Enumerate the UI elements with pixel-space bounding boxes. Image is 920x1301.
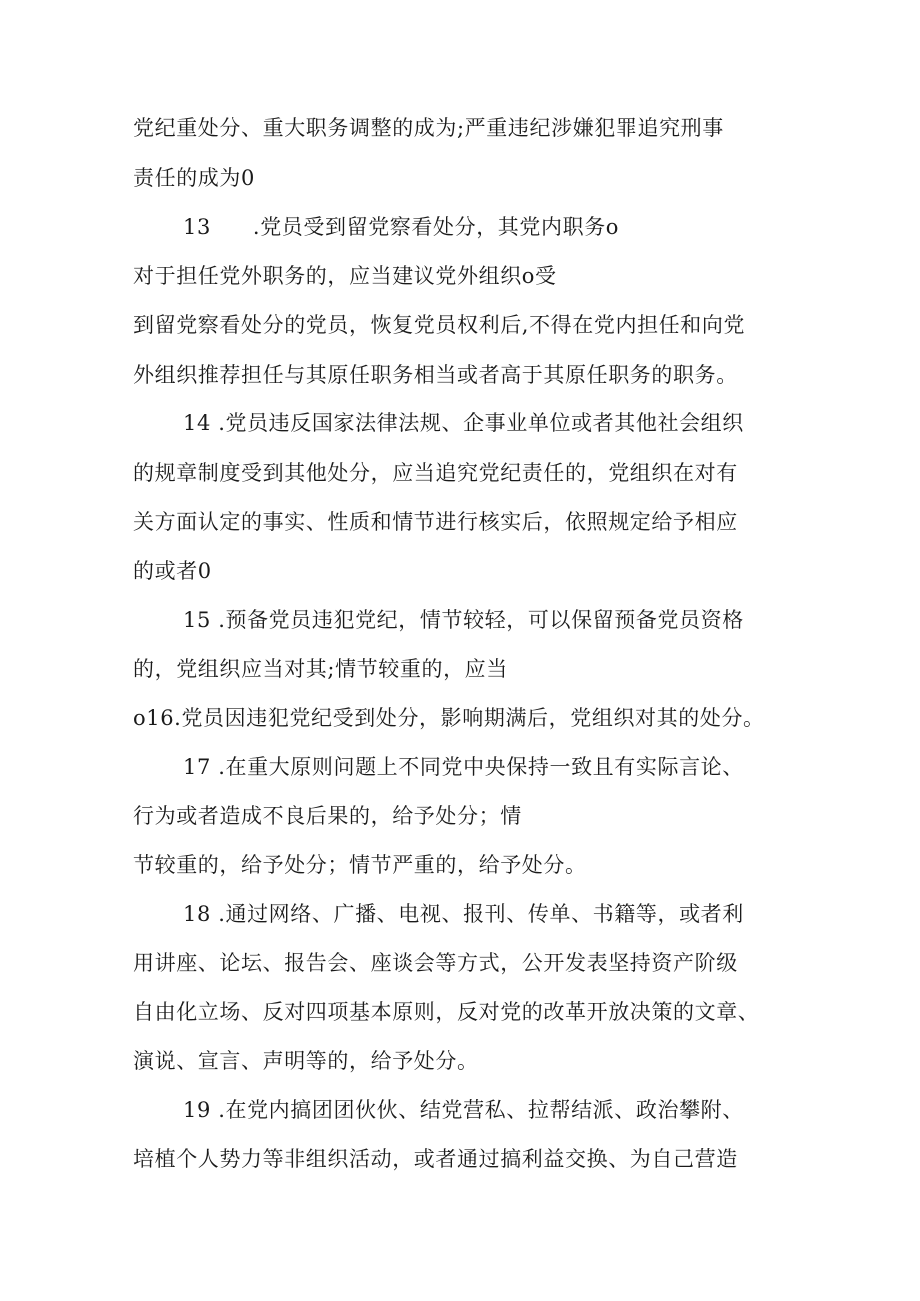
text-line: 用讲座、论坛、报告会、座谈会等方式，公开发表坚持资产阶级 (133, 951, 738, 975)
text-line-item-13 (183, 213, 619, 241)
text-line: 培植个人势力等非组织活动，或者通过搞利益交换、为自己营造 (133, 1147, 738, 1171)
text-line-item-18: 18 .通过网络、广播、电视、报刊、传单、书籍等，或者利 (183, 902, 744, 926)
text-line: 对于担任党外职务的，应当建议党外组织o受 (133, 264, 557, 288)
text-line: 责任的成为0 (133, 166, 255, 190)
text-line: 到留党察看处分的党员，恢复党员权利后,不得在党内担任和向党 (133, 313, 746, 337)
text-line: 外组织推荐担任与其原任职务相当或者高于其原任职务的职务。 (133, 363, 738, 387)
text-line-item-19: 19 .在党内搞团团伙伙、结党营私、拉帮结派、政治攀附、 (183, 1098, 744, 1122)
text-line: 的或者0 (133, 559, 212, 583)
text-line-item-16: o16.党员因违犯党纪受到处分，影响期满后，党组织对其的处分。 (133, 706, 765, 730)
text-line: 的规章制度受到其他处分，应当追究党纪责任的，党组织在对有 (133, 461, 738, 485)
text-line: 自由化立场、反对四项基本原则，反对党的改革开放决策的文章、 (133, 1000, 760, 1024)
text-line: 节较重的，给予处分；情节严重的，给予处分。 (133, 853, 587, 877)
text-line: 党纪重处分、重大职务调整的成为;严重违纪涉嫌犯罪追究刑事 (133, 116, 724, 140)
text-line-item-15: 15 .预备党员违犯党纪，情节较轻，可以保留预备党员资格 (183, 608, 744, 632)
text-line: 的，党组织应当对其;情节较重的，应当 (133, 657, 508, 681)
text-line-item-17: 17 .在重大原则问题上不同党中央保持一致且有实际言论、 (183, 755, 744, 779)
text-line: 关方面认定的事实、性质和情节进行核实后，依照规定给予相应 (133, 510, 738, 534)
text-line: 行为或者造成不良后果的，给予处分；情 (133, 804, 522, 828)
item-13-text: .党员受到留党察看处分，其党内职务o (252, 215, 620, 239)
text-line-item-14: 14 .党员违反国家法律法规、企事业单位或者其他社会组织 (183, 411, 744, 435)
text-line: 演说、宣言、声明等的，给予处分。 (133, 1049, 479, 1073)
item-13-number: 13 (183, 215, 211, 239)
